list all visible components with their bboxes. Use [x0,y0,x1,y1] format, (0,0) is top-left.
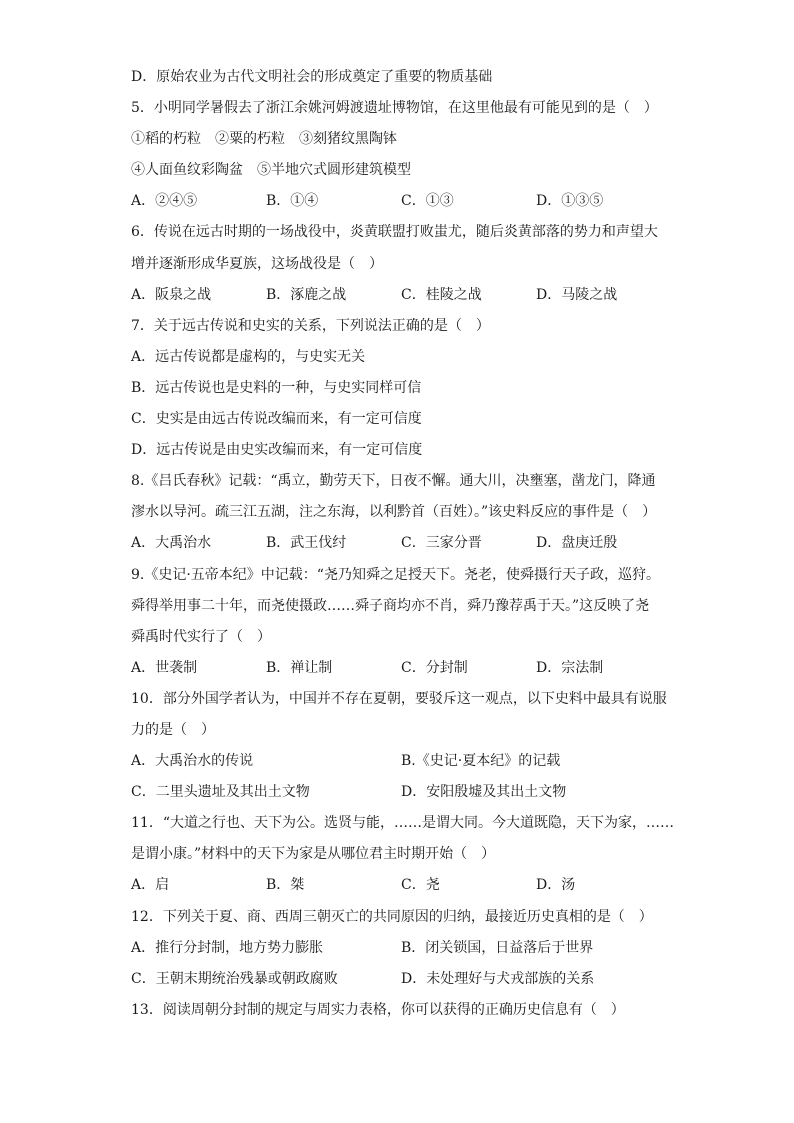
q10-options-row2 [131,777,671,808]
q5-items-line2: ④人面鱼纹彩陶盆 ⑤半地穴式圆形建筑模型 [131,162,411,179]
q5-items-line1: ①稻的朽粒 ②粟的朽粒 ③刻猪纹黑陶钵 [131,131,397,148]
q7-option-b[interactable]: B．远古传说也是史料的一种，与史实同样可信 [131,379,422,396]
q9-option-c[interactable]: C．分封制 [401,659,468,676]
q12-option-b[interactable]: B．闭关锁国，日益落后于世界 [401,939,594,956]
q5-option-c[interactable]: C．①③ [401,193,454,210]
q10-stem-line2: 力的是（ ） [131,721,215,738]
q5-option-a[interactable]: A．②④⑤ [131,193,198,210]
q9-option-a[interactable]: A．世袭制 [131,659,198,676]
q6-options [131,280,671,311]
q10-option-b[interactable]: B.《史记·夏本纪》的记载 [401,753,561,770]
q6-option-c[interactable]: C．桂陵之战 [401,286,482,303]
q11-stem-line1: 11．“大道之行也、天下为公。选贤与能，……是谓大同。今大道既隐，天下为家，…… [131,815,674,832]
q10-option-c[interactable]: C．二里头遗址及其出土文物 [131,784,310,801]
q11-option-c[interactable]: C．尧 [401,877,440,894]
q11-stem-line2: 是谓小康。”材料中的天下为家是从哪位君主时期开始（ ） [131,846,496,863]
q5-option-d[interactable]: D．①③⑤ [536,193,604,210]
q12-option-c[interactable]: C．王朝末期统治残暴或朝政腐败 [131,970,338,987]
q9-stem-line3: 舜禹时代实行了（ ） [131,628,271,645]
q8-option-c[interactable]: C．三家分晋 [401,535,482,552]
q11-option-a[interactable]: A．启 [131,877,170,894]
q13-stem: 13．阅读周朝分封制的规定与周实力表格，你可以获得的正确历史信息有（ ） [131,1001,625,1018]
q4-option-d: D．原始农业为古代文明社会的形成奠定了重要的物质基础 [131,69,493,85]
q7-option-c[interactable]: C．史实是由远古传说改编而来，有一定可信度 [131,411,422,428]
q12-options-row1 [131,933,671,964]
q9-option-d[interactable]: D．宗法制 [536,659,604,676]
q5-options [131,186,671,217]
q9-stem-line2: 舜得举用事二十年，而尧使摄政……舜子商均亦不肖，舜乃豫荐禹于天。”这反映了尧 [131,597,650,614]
q12-option-a[interactable]: A．推行分封制，地方势力膨胀 [131,939,324,956]
q8-option-a[interactable]: A．大禹治水 [131,535,212,552]
q6-option-a[interactable]: A．阪泉之战 [131,286,212,303]
exam-page [131,62,674,1026]
q10-option-a[interactable]: A．大禹治水的传说 [131,753,254,770]
q9-option-b[interactable]: B．禅让制 [266,659,333,676]
q11-option-d[interactable]: D．汤 [536,877,576,894]
q7-option-a[interactable]: A．远古传说都是虚构的，与史实无关 [131,348,366,365]
q12-options-row2 [131,964,671,995]
q8-options [131,528,671,559]
q8-stem-line2: 漻水以导河。疏三江五湖，注之东海，以利黔首（百姓）。”该史料反应的事件是（ ） [131,504,657,521]
q7-stem: 7．关于远古传说和史实的关系，下列说法正确的是（ ） [131,317,490,334]
q12-option-d[interactable]: D．未处理好与犬戎部族的关系 [401,970,595,987]
q6-stem-line1: 6．传说在远古时期的一场战役中，炎黄联盟打败蚩尤，随后炎黄部落的势力和声望大 [131,224,658,241]
q8-option-d[interactable]: D．盘庚迁殷 [536,535,618,552]
q10-stem-line1: 10．部分外国学者认为，中国并不存在夏朝，要驳斥这一观点，以下史料中最具有说服 [131,690,667,707]
q10-option-d[interactable]: D．安阳殷墟及其出土文物 [401,784,567,801]
q6-option-b[interactable]: B．涿鹿之战 [266,286,347,303]
q6-stem-line2: 增并逐渐形成华夏族，这场战役是（ ） [131,255,383,272]
q11-option-b[interactable]: B．桀 [266,877,305,894]
q8-option-b[interactable]: B．武王伐纣 [266,535,347,552]
q6-option-d[interactable]: D．马陵之战 [536,286,618,303]
q5-stem: 5．小明同学暑假去了浙江余姚河姆渡遗址博物馆，在这里他最有可能见到的是（ ） [131,100,658,117]
q9-options [131,653,671,684]
q12-stem: 12．下列关于夏、商、西周三朝灭亡的共同原因的归纳，最接近历史真相的是（ ） [131,908,653,925]
q9-stem-line1: 9.《史记·五帝本纪》中记载：“尧乃知舜之足授天下。尧老，使舜摄行天子政，巡狩。 [131,566,660,583]
q8-stem-line1: 8.《吕氏春秋》记载：“禹立，勤劳天下，日夜不懈。通大川，决壅塞，凿龙门，降通 [131,473,656,490]
q11-options [131,870,671,901]
q5-option-b[interactable]: B．①④ [266,193,319,210]
q7-option-d[interactable]: D．远古传说是由史实改编而来，有一定可信度 [131,442,423,459]
q10-options-row1 [131,746,671,777]
